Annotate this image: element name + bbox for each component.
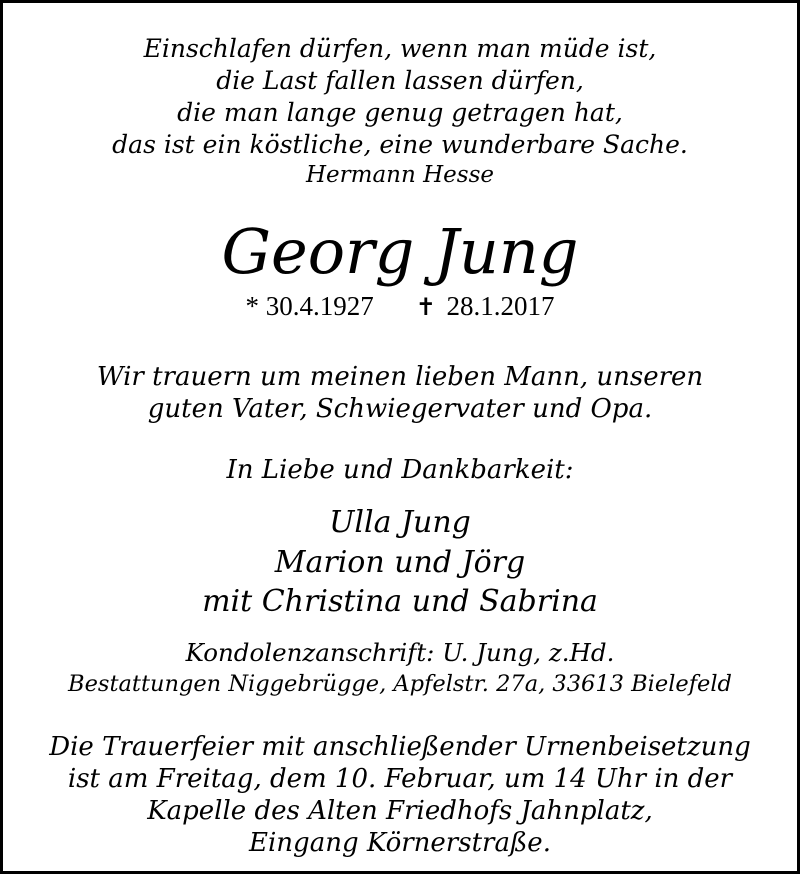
family-name-3: mit Christina und Sabrina [202,584,598,619]
death-date: 28.1.2017 [446,291,555,321]
condolence-address-line-1: Kondolenzanschrift: U. Jung, z.Hd. [185,638,615,667]
birth-date-group [245,293,373,320]
mourning-line-2: guten Vater, Schwiegervater und Opa. [147,394,653,424]
quote-line-1: Einschlafen dürfen, wenn man müde ist, [143,34,657,63]
birth-symbol: * [245,291,259,321]
quote-line-2: die Last fallen lassen dürfen, [216,66,584,95]
mourning-line-1: Wir trauern um meinen lieben Mann, unseren [96,362,704,392]
service-line-3: Kapelle des Alten Friedhofs Jahnplatz, [147,796,653,826]
quote-line-4: das ist ein köstliche, eine wunderbare Sache. [112,130,688,159]
service-line-4: Eingang Körnerstraße. [249,828,551,858]
life-dates [3,293,797,320]
family-name-1: Ulla Jung [329,505,471,540]
family-name-2: Marion und Jörg [274,545,526,580]
deceased-name: Georg Jung [221,215,579,288]
service-line-1: Die Trauerfeier mit anschließender Urnenbeisetzung [49,732,751,762]
quote-author: Hermann Hesse [305,162,494,188]
birth-date: 30.4.1927 [265,291,374,321]
cross-icon: ✝ [415,295,436,321]
service-line-2: ist am Freitag, dem 10. Februar, um 14 Uhr in der [67,764,733,794]
condolence-address-line-2: Bestattungen Niggebrügge, Apfelstr. 27a, 33613 Bielefeld [68,671,732,697]
quote-line-3: die man lange genug getragen hat, [177,98,623,127]
signature-intro: In Liebe und Dankbarkeit: [226,455,574,485]
death-date-group [416,293,555,320]
